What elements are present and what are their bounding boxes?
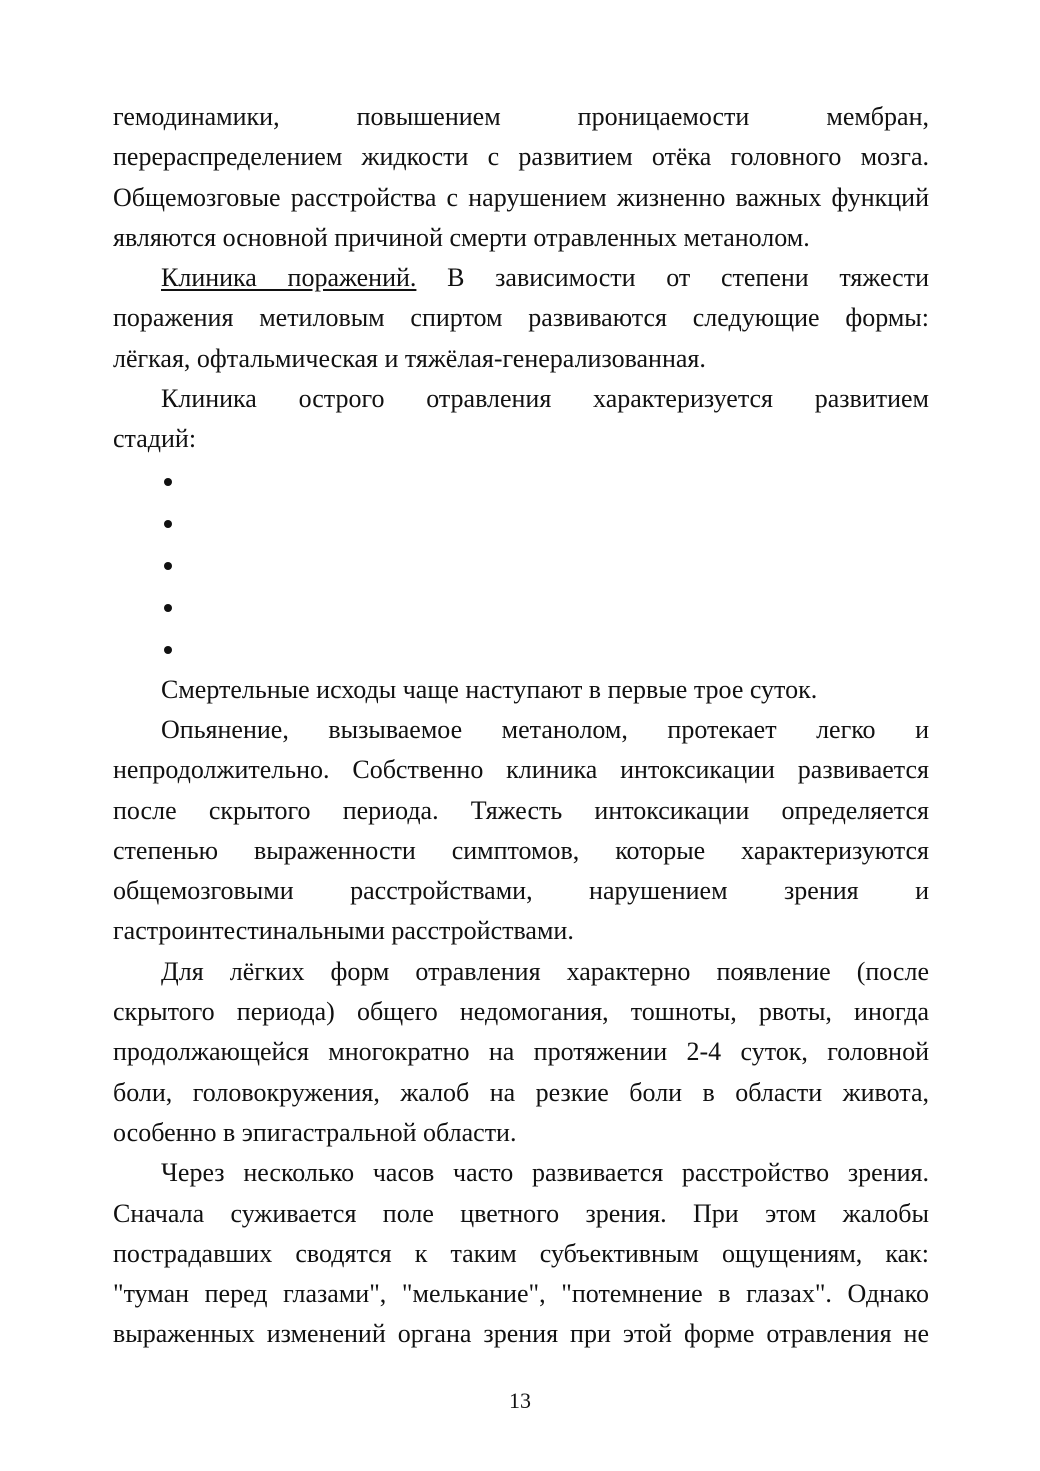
text-line: лёгкая, офтальмическая и тяжёлая-генерализованная. <box>113 343 706 373</box>
text-line: после скрытого периода. Тяжесть интоксикации определяется <box>113 795 929 825</box>
text-line: выраженных изменений органа зрения при этой форме отравления не <box>113 1319 929 1349</box>
paragraph-stages-intro <box>113 379 929 460</box>
text-line: пострадавших сводятся к таким субъективным ощущениям, как: <box>113 1238 929 1268</box>
text-fragment: В зависимости от степени тяжести <box>416 263 929 293</box>
text-line: Опьянение, вызываемое метанолом, протекает легко и <box>161 714 929 744</box>
text-line <box>113 258 929 298</box>
bullet-icon <box>164 520 172 528</box>
text-line: перераспределением жидкости с развитием отёка головного мозга. <box>113 142 929 172</box>
text-line: Сначала суживается поле цветного зрения. При этом жалобы <box>113 1198 929 1228</box>
text-line: Клиника острого отравления характеризуется развитием <box>161 384 929 414</box>
paragraph-hemodynamics <box>113 97 929 258</box>
text-line: поражения метиловым спиртом развиваются следующие формы: <box>113 303 929 333</box>
text-line: общемозговыми расстройствами, нарушением зрения и <box>113 876 929 906</box>
text-line: степенью выраженности симптомов, которые характеризуются <box>113 835 929 865</box>
text-line: особенно в эпигастральной области. <box>113 1117 517 1147</box>
text-line: Смертельные исходы чаще наступают в первые трое суток. <box>161 674 818 704</box>
list-item <box>113 544 929 586</box>
document-page <box>113 97 929 1355</box>
stages-list <box>113 460 929 670</box>
list-item <box>113 502 929 544</box>
paragraph-intoxication <box>113 710 929 952</box>
text-line: Общемозговые расстройства с нарушением жизненно важных функций <box>113 182 929 212</box>
section-heading-clinic: Клиника поражений. <box>161 263 417 293</box>
text-line: Для лёгких форм отравления характерно появление (после <box>161 956 929 986</box>
text-line: боли, головокружения, жалоб на резкие боли в области живота, <box>113 1077 929 1107</box>
text-line: являются основной причиной смерти отравленных метанолом. <box>113 222 810 252</box>
text-line: "туман перед глазами", "мелькание", "потемнение в глазах". Однако <box>113 1279 929 1309</box>
list-item <box>113 586 929 628</box>
text-line: гемодинамики, повышением проницаемости мембран, <box>113 102 929 131</box>
paragraph-light-forms <box>113 952 929 1153</box>
text-line: Через несколько часов часто развивается расстройство зрения. <box>161 1158 929 1188</box>
text-line: продолжающейся многократно на протяжении 2-4 суток, головной <box>113 1037 929 1067</box>
text-line: скрытого периода) общего недомогания, тошноты, рвоты, иногда <box>113 997 929 1027</box>
text-line: гастроинтестинальными расстройствами. <box>113 916 574 946</box>
text-line: непродолжительно. Собственно клиника интоксикации развивается <box>113 755 929 785</box>
list-item <box>113 628 929 670</box>
list-item <box>113 460 929 502</box>
bullet-icon <box>164 478 172 486</box>
page-number: 13 <box>509 1388 531 1413</box>
bullet-icon <box>164 562 172 570</box>
text-line: стадий: <box>113 424 197 454</box>
paragraph-fatal-outcomes <box>113 670 929 710</box>
paragraph-clinic-lesions <box>113 258 929 379</box>
bullet-icon <box>164 604 172 612</box>
bullet-icon <box>164 646 172 654</box>
paragraph-vision-disorder <box>113 1153 929 1354</box>
